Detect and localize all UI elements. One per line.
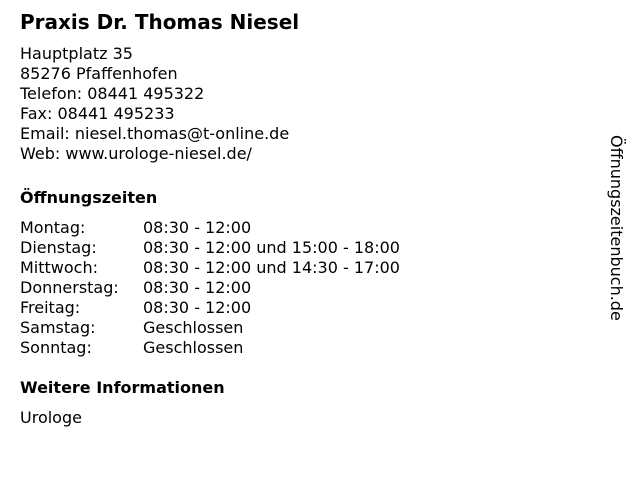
hours-day: Mittwoch: (20, 258, 98, 277)
hours-time: 08:30 - 12:00 (143, 298, 252, 317)
hours-row (20, 258, 600, 278)
hours-day: Dienstag: (20, 238, 97, 257)
practice-card (20, 10, 600, 428)
hours-row (20, 238, 600, 258)
web-line: Web: www.urologe-niesel.de/ (20, 144, 252, 163)
hours-day: Montag: (20, 218, 86, 237)
practice-name: Praxis Dr. Thomas Niesel (20, 10, 300, 34)
hours-heading: Öffnungszeiten (20, 188, 158, 207)
phone-line: Telefon: 08441 495322 (20, 84, 205, 103)
hours-row (20, 338, 600, 358)
hours-row (20, 298, 600, 318)
fax-line: Fax: 08441 495233 (20, 104, 175, 123)
info-heading: Weitere Informationen (20, 378, 225, 397)
hours-day: Freitag: (20, 298, 81, 317)
city-line: 85276 Pfaffenhofen (20, 64, 178, 83)
hours-row (20, 278, 600, 298)
hours-time: Geschlossen (143, 338, 244, 357)
email-line: Email: niesel.thomas@t-online.de (20, 124, 290, 143)
hours-time: 08:30 - 12:00 (143, 218, 252, 237)
hours-time: Geschlossen (143, 318, 244, 337)
street-line: Hauptplatz 35 (20, 44, 133, 63)
hours-day: Samstag: (20, 318, 96, 337)
hours-day: Donnerstag: (20, 278, 119, 297)
hours-day: Sonntag: (20, 338, 92, 357)
site-watermark: Öffnungszeitenbuch.de (607, 135, 626, 321)
contact-block (20, 44, 600, 164)
hours-time: 08:30 - 12:00 und 14:30 - 17:00 (143, 258, 400, 277)
info-text: Urologe (20, 408, 82, 427)
hours-row (20, 218, 600, 238)
hours-table (20, 218, 600, 358)
hours-time: 08:30 - 12:00 (143, 278, 252, 297)
hours-row (20, 318, 600, 338)
hours-time: 08:30 - 12:00 und 15:00 - 18:00 (143, 238, 400, 257)
